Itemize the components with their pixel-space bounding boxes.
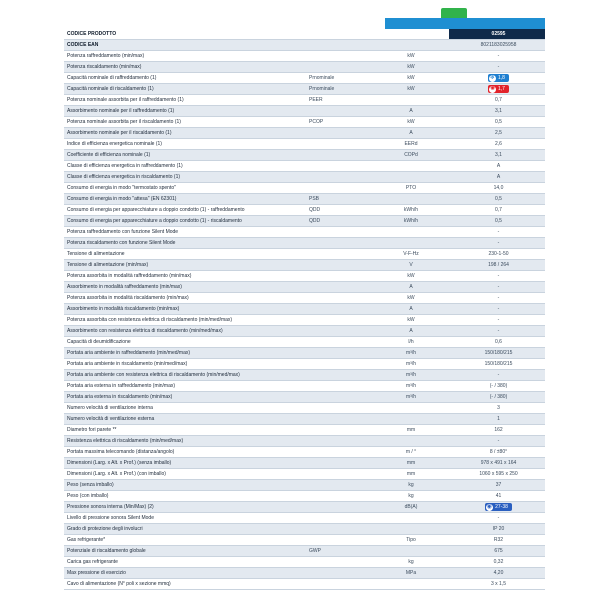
spec-label: Portata aria esterna in riscaldamento (min/max) bbox=[64, 392, 306, 403]
spec-unit: PTO bbox=[370, 183, 449, 194]
table-row bbox=[64, 502, 545, 513]
spec-value: - bbox=[449, 51, 545, 62]
spec-value: 230-1-50 bbox=[449, 249, 545, 260]
spec-symbol bbox=[306, 568, 370, 579]
spec-symbol bbox=[306, 183, 370, 194]
spec-value bbox=[449, 502, 545, 513]
spec-label: Grado di protezione degli involucri bbox=[64, 524, 306, 535]
spec-unit: kW bbox=[370, 73, 449, 84]
spec-unit: kg bbox=[370, 557, 449, 568]
spec-label: Portata aria ambiente con resistenza elettrica di riscaldamento (min/med/max) bbox=[64, 370, 306, 381]
spec-symbol: Prnominale bbox=[306, 84, 370, 95]
table-row bbox=[64, 205, 545, 216]
spec-label: Dimensioni (Larg. x Alt. x Prof.) (senza imballo) bbox=[64, 458, 306, 469]
spec-unit: kW bbox=[370, 117, 449, 128]
spec-label: Assorbimento con resistenza elettrica di riscaldamento (min/med/max) bbox=[64, 326, 306, 337]
spec-symbol bbox=[306, 161, 370, 172]
spec-value: - bbox=[449, 227, 545, 238]
spec-value: 0,32 bbox=[449, 557, 545, 568]
spec-unit: mm bbox=[370, 458, 449, 469]
spec-unit: m³/h bbox=[370, 359, 449, 370]
spec-label: Coefficiente di efficienza nominale (1) bbox=[64, 150, 306, 161]
spec-label: Numero velocità di ventilazione interna bbox=[64, 403, 306, 414]
spec-label: Potenza assorbita in modalità raffreddamento (min/max) bbox=[64, 271, 306, 282]
spec-value: 675 bbox=[449, 546, 545, 557]
spec-label: Classe di efficienza energetica in raffreddamento (1) bbox=[64, 161, 306, 172]
spec-value: 978 x 491 x 164 bbox=[449, 458, 545, 469]
spec-unit: Tipo bbox=[370, 535, 449, 546]
spec-label: Potenziale di riscaldamento globale bbox=[64, 546, 306, 557]
spec-value: (- / 380) bbox=[449, 381, 545, 392]
table-row bbox=[64, 491, 545, 502]
spec-unit bbox=[370, 161, 449, 172]
spec-unit: m³/h bbox=[370, 381, 449, 392]
spec-symbol bbox=[306, 326, 370, 337]
table-row bbox=[64, 513, 545, 524]
sun-icon bbox=[489, 86, 496, 93]
spec-unit: EERd bbox=[370, 139, 449, 150]
spec-symbol: QDD bbox=[306, 205, 370, 216]
table-row bbox=[64, 117, 545, 128]
spec-symbol bbox=[306, 150, 370, 161]
value-badge bbox=[488, 74, 509, 82]
spec-symbol bbox=[306, 62, 370, 73]
spec-unit: A bbox=[370, 282, 449, 293]
spec-value: 4,20 bbox=[449, 568, 545, 579]
spec-symbol bbox=[306, 425, 370, 436]
spec-label: Max pressione di esercizio bbox=[64, 568, 306, 579]
spec-symbol bbox=[306, 491, 370, 502]
spec-unit: V-F-Hz bbox=[370, 249, 449, 260]
spec-value: 3,1 bbox=[449, 106, 545, 117]
spec-label: Tensione di alimentazione bbox=[64, 249, 306, 260]
spec-label: Portata massima telecomando (distanza/angolo) bbox=[64, 447, 306, 458]
spec-label: Potenza nominale assorbita per il raffreddamento (1) bbox=[64, 95, 306, 106]
spec-unit: V bbox=[370, 260, 449, 271]
table-row bbox=[64, 546, 545, 557]
spec-symbol bbox=[306, 469, 370, 480]
spec-symbol bbox=[306, 260, 370, 271]
spec-value: IP 20 bbox=[449, 524, 545, 535]
spec-unit bbox=[370, 95, 449, 106]
table-row bbox=[64, 414, 545, 425]
sound-icon bbox=[486, 504, 493, 511]
spec-value: - bbox=[449, 282, 545, 293]
spec-symbol: Prnominale bbox=[306, 73, 370, 84]
spec-unit bbox=[370, 546, 449, 557]
spec-value: 2,6 bbox=[449, 139, 545, 150]
spec-unit: kW bbox=[370, 315, 449, 326]
snowflake-icon bbox=[489, 75, 496, 82]
spec-unit bbox=[370, 238, 449, 249]
spec-unit bbox=[370, 29, 449, 40]
spec-value: - bbox=[449, 315, 545, 326]
spec-symbol bbox=[306, 480, 370, 491]
table-row bbox=[64, 139, 545, 150]
table-row bbox=[64, 249, 545, 260]
table-row bbox=[64, 40, 545, 51]
spec-symbol: GWP bbox=[306, 546, 370, 557]
spec-symbol bbox=[306, 172, 370, 183]
spec-unit: kg bbox=[370, 491, 449, 502]
table-row bbox=[64, 106, 545, 117]
table-row bbox=[64, 568, 545, 579]
spec-label: Capacità nominale di raffreddamento (1) bbox=[64, 73, 306, 84]
spec-unit: kg bbox=[370, 480, 449, 491]
spec-value: 1 bbox=[449, 414, 545, 425]
table-row bbox=[64, 183, 545, 194]
spec-value: - bbox=[449, 293, 545, 304]
spec-label: Portata aria ambiente in riscaldamento (min/med/max) bbox=[64, 359, 306, 370]
spec-value: - bbox=[449, 271, 545, 282]
spec-symbol bbox=[306, 579, 370, 590]
spec-label: Potenza assorbita in modalità riscaldamento (min/max) bbox=[64, 293, 306, 304]
spec-symbol bbox=[306, 249, 370, 260]
spec-unit bbox=[370, 414, 449, 425]
table-row bbox=[64, 282, 545, 293]
spec-symbol bbox=[306, 293, 370, 304]
spec-symbol bbox=[306, 370, 370, 381]
spec-symbol bbox=[306, 304, 370, 315]
spec-value: 3 x 1,5 bbox=[449, 579, 545, 590]
spec-symbol bbox=[306, 271, 370, 282]
spec-symbol bbox=[306, 238, 370, 249]
spec-symbol bbox=[306, 106, 370, 117]
spec-symbol bbox=[306, 315, 370, 326]
table-row bbox=[64, 304, 545, 315]
table-row bbox=[64, 128, 545, 139]
spec-value: 0,7 bbox=[449, 205, 545, 216]
table-row bbox=[64, 480, 545, 491]
spec-value: 198 / 264 bbox=[449, 260, 545, 271]
spec-unit: MPa bbox=[370, 568, 449, 579]
spec-symbol: PSB bbox=[306, 194, 370, 205]
spec-unit: kW bbox=[370, 84, 449, 95]
table-row bbox=[64, 557, 545, 568]
spec-symbol bbox=[306, 447, 370, 458]
spec-value bbox=[449, 73, 545, 84]
spec-label: Assorbimento in modalità riscaldamento (min/max) bbox=[64, 304, 306, 315]
spec-value: 0,6 bbox=[449, 337, 545, 348]
table-row bbox=[64, 260, 545, 271]
spec-value: 14,0 bbox=[449, 183, 545, 194]
spec-symbol: PCOP bbox=[306, 117, 370, 128]
spec-label: Potenza raffreddamento con funzione Silent Mode bbox=[64, 227, 306, 238]
spec-unit bbox=[370, 579, 449, 590]
spec-symbol: PEER bbox=[306, 95, 370, 106]
spec-symbol: QDD bbox=[306, 216, 370, 227]
spec-symbol bbox=[306, 29, 370, 40]
table-row bbox=[64, 271, 545, 282]
spec-value: 0,5 bbox=[449, 216, 545, 227]
spec-unit: A bbox=[370, 304, 449, 315]
spec-value: 3,1 bbox=[449, 150, 545, 161]
spec-symbol bbox=[306, 392, 370, 403]
spec-value: - bbox=[449, 62, 545, 73]
spec-symbol bbox=[306, 40, 370, 51]
value-badge bbox=[488, 85, 509, 93]
spec-unit bbox=[370, 513, 449, 524]
badge-value: 1,8 bbox=[498, 75, 505, 82]
spec-value: - bbox=[449, 370, 545, 381]
spec-value: - bbox=[449, 304, 545, 315]
table-row bbox=[64, 95, 545, 106]
spec-symbol bbox=[306, 227, 370, 238]
spec-label: Portata aria esterna in raffreddamento (min/max) bbox=[64, 381, 306, 392]
spec-value: - bbox=[449, 436, 545, 447]
spec-value: 41 bbox=[449, 491, 545, 502]
spec-label: Capacità nominale di riscaldamento (1) bbox=[64, 84, 306, 95]
spec-value: 02595 bbox=[449, 29, 545, 40]
spec-label: Peso (con imballo) bbox=[64, 491, 306, 502]
spec-label: Diametro fori parete ** bbox=[64, 425, 306, 436]
spec-label: CODICE EAN bbox=[64, 40, 306, 51]
value-badge bbox=[485, 503, 512, 511]
spec-label: Tensione di alimentazione (min/max) bbox=[64, 260, 306, 271]
spec-symbol bbox=[306, 535, 370, 546]
table-row bbox=[64, 150, 545, 161]
spec-unit: m³/h bbox=[370, 348, 449, 359]
spec-value: A bbox=[449, 172, 545, 183]
spec-symbol bbox=[306, 381, 370, 392]
spec-label: Indice di efficienza energetica nominale (1) bbox=[64, 139, 306, 150]
spec-label: CODICE PRODOTTO bbox=[64, 29, 306, 40]
spec-unit bbox=[370, 403, 449, 414]
spec-label: Cavo di alimentazione (N° poli x sezione mmq) bbox=[64, 579, 306, 590]
spec-symbol bbox=[306, 524, 370, 535]
table-row bbox=[64, 84, 545, 95]
spec-symbol bbox=[306, 128, 370, 139]
table-row bbox=[64, 51, 545, 62]
spec-unit: m / ° bbox=[370, 447, 449, 458]
spec-symbol bbox=[306, 513, 370, 524]
table-row bbox=[64, 403, 545, 414]
spec-label: Gas refrigerante* bbox=[64, 535, 306, 546]
table-row bbox=[64, 348, 545, 359]
spec-value: 0,5 bbox=[449, 194, 545, 205]
spec-label: Assorbimento nominale per il riscaldamento (1) bbox=[64, 128, 306, 139]
spec-unit bbox=[370, 40, 449, 51]
spec-unit bbox=[370, 524, 449, 535]
spec-symbol bbox=[306, 557, 370, 568]
spec-value: A bbox=[449, 161, 545, 172]
spec-unit: dB(A) bbox=[370, 502, 449, 513]
spec-unit: m³/h bbox=[370, 370, 449, 381]
spec-unit: m³/h bbox=[370, 392, 449, 403]
spec-label: Numero velocità di ventilazione esterna bbox=[64, 414, 306, 425]
spec-value: 150/180/215 bbox=[449, 348, 545, 359]
table-row bbox=[64, 315, 545, 326]
spec-symbol bbox=[306, 282, 370, 293]
spec-unit: A bbox=[370, 106, 449, 117]
spec-symbol bbox=[306, 337, 370, 348]
spec-value: 3 bbox=[449, 403, 545, 414]
spec-label: Assorbimento nominale per il raffreddamento (1) bbox=[64, 106, 306, 117]
spec-unit: kWh/h bbox=[370, 216, 449, 227]
spec-label: Resistenza elettrica di riscaldamento (min/med/max) bbox=[64, 436, 306, 447]
table-row bbox=[64, 172, 545, 183]
spec-label: Potenza nominale assorbita per il riscaldamento (1) bbox=[64, 117, 306, 128]
spec-unit: mm bbox=[370, 469, 449, 480]
spec-symbol bbox=[306, 359, 370, 370]
table-row bbox=[64, 381, 545, 392]
spec-unit: kWh/h bbox=[370, 205, 449, 216]
spec-value: 2,5 bbox=[449, 128, 545, 139]
table-row bbox=[64, 469, 545, 480]
spec-value: 1060 x 595 x 250 bbox=[449, 469, 545, 480]
spec-unit bbox=[370, 172, 449, 183]
spec-label: Capacità di deumidificazione bbox=[64, 337, 306, 348]
spec-symbol bbox=[306, 436, 370, 447]
spec-label: Potenza assorbita con resistenza elettrica di riscaldamento (min/med/max) bbox=[64, 315, 306, 326]
table-row bbox=[64, 326, 545, 337]
spec-symbol bbox=[306, 348, 370, 359]
table-row bbox=[64, 29, 545, 40]
spec-label: Consumo di energia per apparecchiature a doppio condotto (1) - riscaldamento bbox=[64, 216, 306, 227]
table-row bbox=[64, 73, 545, 84]
spec-unit: A bbox=[370, 326, 449, 337]
table-row bbox=[64, 161, 545, 172]
spec-value: 0,7 bbox=[449, 95, 545, 106]
spec-unit: kW bbox=[370, 293, 449, 304]
spec-label: Classe di efficienza energetica in riscaldamento (1) bbox=[64, 172, 306, 183]
spec-label: Consumo di energia in modo "attesa" (EN 62301) bbox=[64, 194, 306, 205]
spec-value: 37 bbox=[449, 480, 545, 491]
table-row bbox=[64, 392, 545, 403]
table-row bbox=[64, 370, 545, 381]
spec-value bbox=[449, 84, 545, 95]
spec-symbol bbox=[306, 458, 370, 469]
table-row bbox=[64, 524, 545, 535]
table-row bbox=[64, 227, 545, 238]
spec-value: - bbox=[449, 513, 545, 524]
spec-value: (- / 380) bbox=[449, 392, 545, 403]
spec-symbol bbox=[306, 139, 370, 150]
spec-label: Dimensioni (Larg. x Alt. x Prof.) (con imballo) bbox=[64, 469, 306, 480]
spec-value: 0,5 bbox=[449, 117, 545, 128]
table-row bbox=[64, 216, 545, 227]
spec-label: Potenza raffreddamento (min/max) bbox=[64, 51, 306, 62]
spec-symbol bbox=[306, 414, 370, 425]
spec-value: - bbox=[449, 238, 545, 249]
table-row bbox=[64, 359, 545, 370]
spec-value: 8021183025958 bbox=[449, 40, 545, 51]
spec-value: 8 / ±80° bbox=[449, 447, 545, 458]
spec-unit: kW bbox=[370, 62, 449, 73]
spec-unit: l/h bbox=[370, 337, 449, 348]
table-row bbox=[64, 194, 545, 205]
spec-symbol bbox=[306, 51, 370, 62]
spec-label: Portata aria ambiente in raffreddamento (min/med/max) bbox=[64, 348, 306, 359]
spec-unit bbox=[370, 436, 449, 447]
spec-label: Livello di pressione sonora Silent Mode bbox=[64, 513, 306, 524]
spec-value: 150/180/215 bbox=[449, 359, 545, 370]
spec-label: Consumo di energia in modo "termostato spento" bbox=[64, 183, 306, 194]
spec-table bbox=[64, 29, 545, 590]
spec-value: R32 bbox=[449, 535, 545, 546]
badge-value: 1,7 bbox=[498, 86, 505, 93]
table-row bbox=[64, 579, 545, 590]
spec-label: Pressione sonora interna (Min/Max) (2) bbox=[64, 502, 306, 513]
spec-symbol bbox=[306, 403, 370, 414]
spec-label: Consumo di energia per apparecchiature a doppio condotto (1) - raffreddamento bbox=[64, 205, 306, 216]
table-row bbox=[64, 458, 545, 469]
spec-unit: kW bbox=[370, 271, 449, 282]
spec-label: Carica gas refrigerante bbox=[64, 557, 306, 568]
table-row bbox=[64, 293, 545, 304]
table-row bbox=[64, 447, 545, 458]
spec-unit bbox=[370, 227, 449, 238]
table-row bbox=[64, 535, 545, 546]
spec-label: Potenza riscaldamento con funzione Silent Mode bbox=[64, 238, 306, 249]
table-row bbox=[64, 238, 545, 249]
spec-label: Assorbimento in modalità raffreddamento (min/max) bbox=[64, 282, 306, 293]
spec-label: Peso (senza imballo) bbox=[64, 480, 306, 491]
table-row bbox=[64, 62, 545, 73]
spec-symbol bbox=[306, 502, 370, 513]
spec-unit bbox=[370, 194, 449, 205]
spec-value: 162 bbox=[449, 425, 545, 436]
spec-unit: mm bbox=[370, 425, 449, 436]
badge-value: 27-38 bbox=[495, 504, 508, 511]
spec-label: Potenza riscaldamento (min/max) bbox=[64, 62, 306, 73]
table-row bbox=[64, 436, 545, 447]
spec-unit: COPd bbox=[370, 150, 449, 161]
table-row bbox=[64, 337, 545, 348]
spec-unit: kW bbox=[370, 51, 449, 62]
spec-value: - bbox=[449, 326, 545, 337]
spec-unit: A bbox=[370, 128, 449, 139]
table-row bbox=[64, 425, 545, 436]
